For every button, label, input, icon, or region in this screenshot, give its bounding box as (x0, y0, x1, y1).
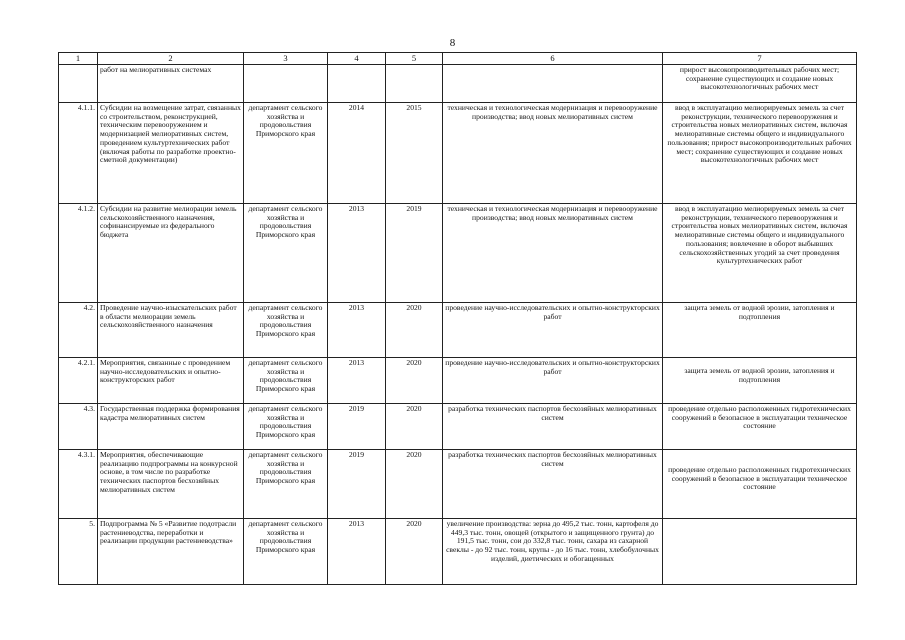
table-row (59, 519, 857, 585)
table-row (59, 450, 857, 519)
row-name: Субсидии на развитие мелиорации земель сельскохозяйственного назначения, софинансируемые из федерального бюджета (98, 204, 244, 303)
table-row (59, 65, 857, 103)
row-name: Мероприятия, обеспечивающие реализацию подпрограммы на конкурсной основе, в том числе по разработке технических паспортов бесхозяйных мелиоративных систем (98, 450, 244, 519)
column-header: 2 (98, 53, 244, 65)
row-result: защита земель от водной эрозии, затопления и подтопления (663, 358, 857, 404)
table-row (59, 404, 857, 450)
row-start-year: 2014 (328, 103, 386, 204)
row-end-year: 2020 (386, 519, 443, 585)
row-name: работ на мелиоративных системах (98, 65, 244, 103)
row-department (244, 65, 328, 103)
row-end-year: 2020 (386, 358, 443, 404)
row-start-year: 2013 (328, 358, 386, 404)
column-header: 5 (386, 53, 443, 65)
row-start-year: 2013 (328, 519, 386, 585)
row-result: защита земель от водной эрозии, затопления и подтопления (663, 303, 857, 358)
row-content: техническая и технологическая модернизация и перевооружение производства; ввод новых мелиоративных систем (443, 103, 663, 204)
row-name: Государственная поддержка формирования кадастра мелиоративных систем (98, 404, 244, 450)
row-number: 5. (59, 519, 98, 585)
program-table (58, 52, 857, 585)
row-number: 4.3. (59, 404, 98, 450)
row-number: 4.3.1. (59, 450, 98, 519)
row-department: департамент сельского хозяйства и продовольствия Приморского края (244, 404, 328, 450)
row-number: 4.1.1. (59, 103, 98, 204)
row-department: департамент сельского хозяйства и продовольствия Приморского края (244, 450, 328, 519)
column-header: 4 (328, 53, 386, 65)
row-content: техническая и технологическая модернизация и перевооружение производства; ввод новых мелиоративных систем (443, 204, 663, 303)
row-content: разработка технических паспортов бесхозяйных мелиоративных систем (443, 404, 663, 450)
row-content: проведение научно-исследовательских и опытно-конструкторских работ (443, 358, 663, 404)
row-content (443, 65, 663, 103)
table-header-row (59, 53, 857, 65)
row-end-year (386, 65, 443, 103)
column-header: 1 (59, 53, 98, 65)
row-end-year: 2019 (386, 204, 443, 303)
row-name: Подпрограмма № 5 «Развитие подотрасли растениеводства, переработки и реализации продукции растениеводства» (98, 519, 244, 585)
row-end-year: 2015 (386, 103, 443, 204)
row-number: 4.1.2. (59, 204, 98, 303)
row-department: департамент сельского хозяйства и продовольствия Приморского края (244, 103, 328, 204)
row-number: 4.2.1. (59, 358, 98, 404)
row-name: Субсидии на возмещение затрат, связанных со строительством, реконструкцией, техническим перевооружением и модернизацией мелиоративных систем, проведением культуртехнических работ (включая работы по разработке проектно-сметной документации) (98, 103, 244, 204)
row-result: ввод в эксплуатацию мелиорируемых земель за счет реконструкции, технического перевооружения и строительства новых мелиоративных систем, включая мелиоративные системы общего и индивидуального пользования; вовлечение в оборот выбывших сельскохозяйственных угодий за счет проведения культуртехнических работ (663, 204, 857, 303)
column-header: 7 (663, 53, 857, 65)
page-number: 8 (449, 37, 456, 49)
row-department: департамент сельского хозяйства и продовольствия Приморского края (244, 358, 328, 404)
row-number: 4.2. (59, 303, 98, 358)
row-result: прирост высокопроизводительных рабочих мест; сохранение существующих и создание новых высокотехнологичных рабочих мест (663, 65, 857, 103)
table-row (59, 358, 857, 404)
column-header: 6 (443, 53, 663, 65)
row-start-year: 2019 (328, 450, 386, 519)
row-start-year: 2013 (328, 303, 386, 358)
row-department: департамент сельского хозяйства и продовольствия Приморского края (244, 519, 328, 585)
column-header: 3 (244, 53, 328, 65)
row-content: увеличение производства: зерна до 495,2 тыс. тонн, картофеля до 449,3 тыс. тонн, овощей (открытого и защищенного грунта) до 191,5 тыс. тонн, сои до 332,8 тыс. тонн, сахара из сахарной свеклы - до 92 тыс. тонн, крупы - до 16 тыс. тонн, хлебобулочных изделий, диетических и обогащенных (443, 519, 663, 585)
table-row (59, 303, 857, 358)
row-result (663, 519, 857, 585)
row-start-year: 2013 (328, 204, 386, 303)
table-row (59, 204, 857, 303)
row-result: проведение отдельно расположенных гидротехнических сооружений в безопасное в эксплуатации техническое состояние (663, 450, 857, 519)
row-start-year (328, 65, 386, 103)
table-row (59, 103, 857, 204)
row-number (59, 65, 98, 103)
row-end-year: 2020 (386, 404, 443, 450)
row-result: проведение отдельно расположенных гидротехнических сооружений в безопасное в эксплуатации техническое состояние (663, 404, 857, 450)
row-name: Мероприятия, связанные с проведением научно-исследовательских и опытно-конструкторских работ (98, 358, 244, 404)
row-department: департамент сельского хозяйства и продовольствия Приморского края (244, 204, 328, 303)
row-content: разработка технических паспортов бесхозяйных мелиоративных систем (443, 450, 663, 519)
row-name: Проведение научно-изыскательских работ в области мелиорации земель сельскохозяйственного назначения (98, 303, 244, 358)
row-content: проведение научно-исследовательских и опытно-конструкторских работ (443, 303, 663, 358)
row-start-year: 2019 (328, 404, 386, 450)
row-end-year: 2020 (386, 303, 443, 358)
row-end-year: 2020 (386, 450, 443, 519)
row-department: департамент сельского хозяйства и продовольствия Приморского края (244, 303, 328, 358)
row-result: ввод в эксплуатацию мелиорируемых земель за счет реконструкции, технического перевооружения и строительства новых мелиоративных систем, включая мелиоративные системы общего и индивидуального пользования; прирост высокопроизводительных рабочих мест; сохранение существующих и создание новых высокотехнологичных рабочих мест (663, 103, 857, 204)
